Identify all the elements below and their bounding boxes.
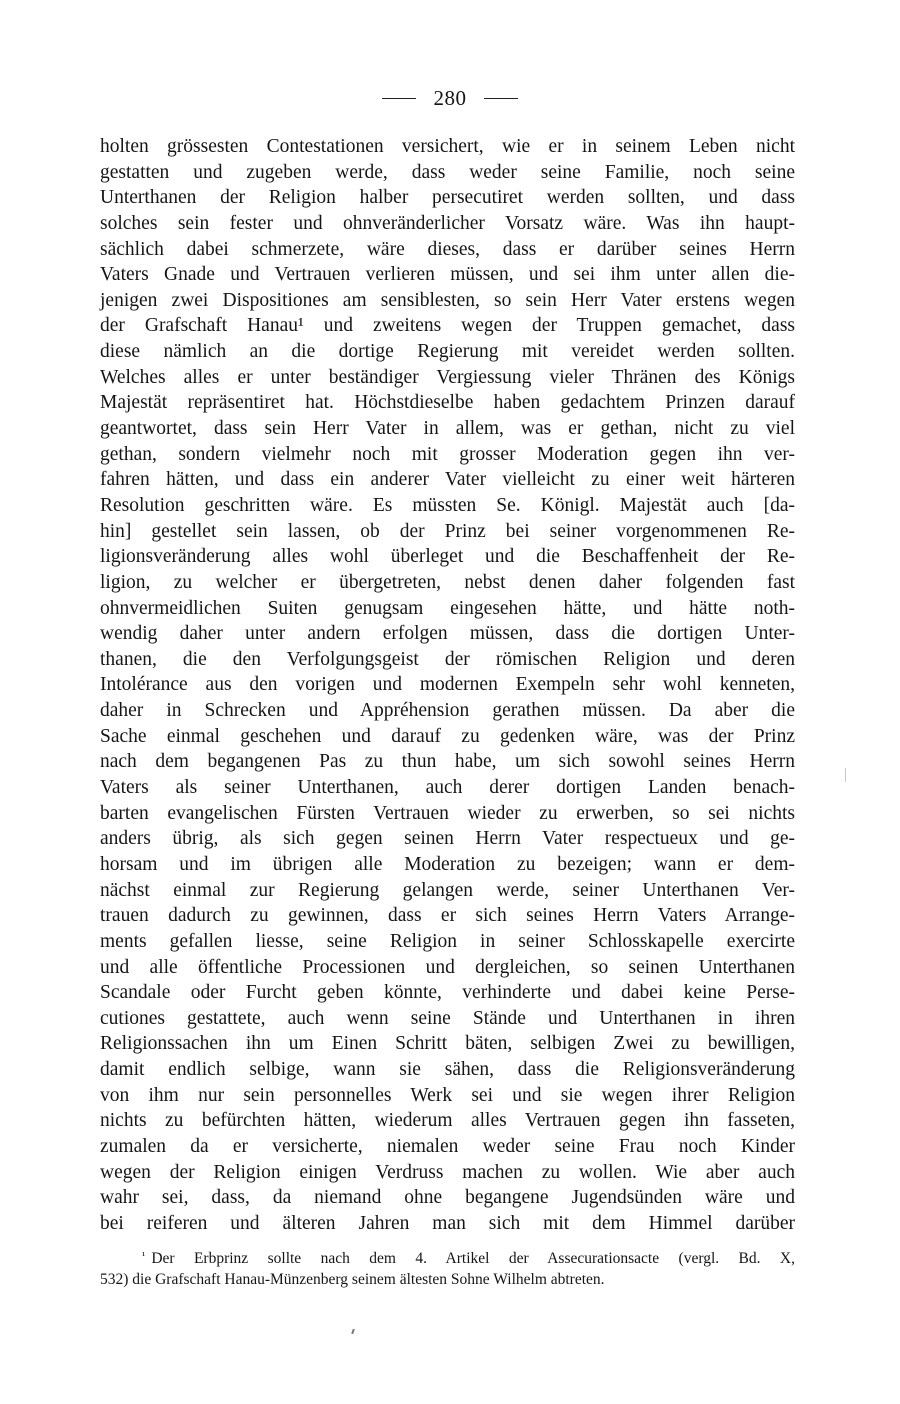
text-line: wegen der Religion einigen Verdruss machen zu wollen. Wie aber auch [100, 1161, 795, 1183]
header-rule-right [484, 98, 518, 99]
page-number: 280 [433, 86, 467, 110]
text-line: Resolution geschritten wäre. Es müssten Se. Königl. Majestät auch [da- [100, 494, 795, 516]
text-line: solches sein fester und ohnveränderlicher Vorsatz wäre. Was ihn haupt- [100, 212, 795, 234]
text-line: hin] gestellet sein lassen, ob der Prinz bei seiner vorgenommenen Re- [100, 520, 795, 542]
text-line: holten grössesten Contestationen versichert, wie er in seinem Leben nicht [100, 136, 795, 157]
text-line: Welches alles er unter beständiger Vergiessung vieler Thränen des Königs [100, 366, 795, 388]
text-line: thanen, die den Verfolgungsgeist der römischen Religion und deren [100, 648, 795, 670]
text-line: bei reiferen und älteren Jahren man sich mit dem Himmel darüber [100, 1212, 795, 1234]
text-line: wendig daher unter andern erfolgen müssen, dass die dortigen Unter- [100, 623, 795, 645]
footnote-line [100, 1245, 795, 1268]
text-line: nächst einmal zur Regierung gelangen werde, seiner Unterthanen Ver- [100, 879, 795, 901]
text-line: der Grafschaft Hanau¹ und zweitens wegen der Truppen gemachet, dass [100, 315, 795, 337]
scan-artifact-mark [845, 768, 846, 782]
text-line: Intolérance aus den vorigen und modernen Exempeln sehr wohl kenneten, [100, 674, 795, 696]
text-line: Vaters als seiner Unterthanen, auch derer dortigen Landen benach- [100, 777, 795, 799]
text-line: Scandale oder Furcht geben könnte, verhinderte und dabei keine Perse- [100, 982, 795, 1004]
text-line: gestatten und zugeben werde, dass weder seine Familie, noch seine [100, 161, 795, 183]
text-line: fahren hätten, und dass ein anderer Vater vielleicht zu einer weit härteren [100, 469, 795, 491]
footnote-marker: ¹ [142, 1250, 146, 1262]
text-line: gethan, sondern vielmehr noch mit grosser Moderation gegen ihn ver- [100, 443, 795, 465]
text-line: Sache einmal geschehen und darauf zu gedenken wäre, was der Prinz [100, 725, 795, 747]
text-line: damit endlich selbige, wann sie sähen, dass die Religionsveränderung [100, 1059, 795, 1081]
scan-artifact-dot [351, 1329, 355, 1334]
page-header [0, 86, 900, 110]
footnote-line: 532) die Grafschaft Hanau-Münzenberg seinem ältesten Sohne Wilhelm abtreten. [100, 1271, 605, 1288]
footnote [100, 1245, 795, 1291]
text-line: nichts zu befürchten hätten, wiederum alles Vertrauen gegen ihn fasseten, [100, 1110, 795, 1132]
text-line: diese nämlich an die dortige Regierung mit vereidet werden sollten. [100, 341, 795, 363]
text-line: zumalen da er versicherte, niemalen weder seine Frau noch Kinder [100, 1135, 795, 1157]
text-line: nach dem begangenen Pas zu thun habe, um sich sowohl seines Herrn [100, 751, 795, 773]
text-line: wahr sei, dass, da niemand ohne begangene Jugendsünden wäre und [100, 1187, 795, 1209]
text-line: von ihm nur sein personnelles Werk sei und sie wegen ihrer Religion [100, 1084, 795, 1106]
text-line: Unterthanen der Religion halber persecutiret werden sollten, und dass [100, 187, 795, 209]
text-line: jenigen zwei Dispositiones am sensiblesten, so sein Herr Vater erstens wegen [100, 289, 795, 311]
text-line: Vaters Gnade und Vertrauen verlieren müssen, und sei ihm unter allen die- [100, 264, 795, 286]
text-line: barten evangelischen Fürsten Vertrauen wieder zu erwerben, so sei nichts [100, 802, 795, 824]
text-line: Majestät repräsentiret hat. Höchstdieselbe haben gedachtem Prinzen darauf [100, 392, 795, 414]
header-rule-left [382, 98, 416, 99]
text-line: daher in Schrecken und Appréhension gerathen müssen. Da aber die [100, 700, 795, 722]
text-line: ohnvermeidlichen Suiten genugsam eingesehen hätte, und hätte noth- [100, 597, 795, 619]
text-line: und alle öffentliche Processionen und dergleichen, so seinen Unterthanen [100, 956, 795, 978]
text-line: ments gefallen liesse, seine Religion in seiner Schlosskapelle exercirte [100, 930, 795, 952]
text-line: ligionsveränderung alles wohl überleget und die Beschaffenheit der Re- [100, 546, 795, 568]
text-line: sächlich dabei schmerzete, wäre dieses, dass er darüber seines Herrn [100, 238, 795, 260]
footnote-text: Der Erbprinz sollte nach dem 4. Artikel der Assecurationsacte (vergl. Bd. X, [151, 1250, 795, 1267]
text-line: trauen dadurch zu gewinnen, dass er sich seines Herrn Vaters Arrange- [100, 905, 795, 927]
text-line: cutiones gestattete, auch wenn seine Stände und Unterthanen in ihren [100, 1007, 795, 1029]
text-line: anders übrig, als sich gegen seinen Herrn Vater respectueux und ge- [100, 828, 795, 850]
text-line: horsam und im übrigen alle Moderation zu bezeigen; wann er dem- [100, 853, 795, 875]
text-line: Religionssachen ihn um Einen Schritt bäten, selbigen Zwei zu bewilligen, [100, 1033, 795, 1055]
text-line: geantwortet, dass sein Herr Vater in allem, was er gethan, nicht zu viel [100, 418, 795, 440]
text-line: ligion, zu welcher er übergetreten, nebst denen daher folgenden fast [100, 571, 795, 593]
body-text [100, 134, 795, 1237]
